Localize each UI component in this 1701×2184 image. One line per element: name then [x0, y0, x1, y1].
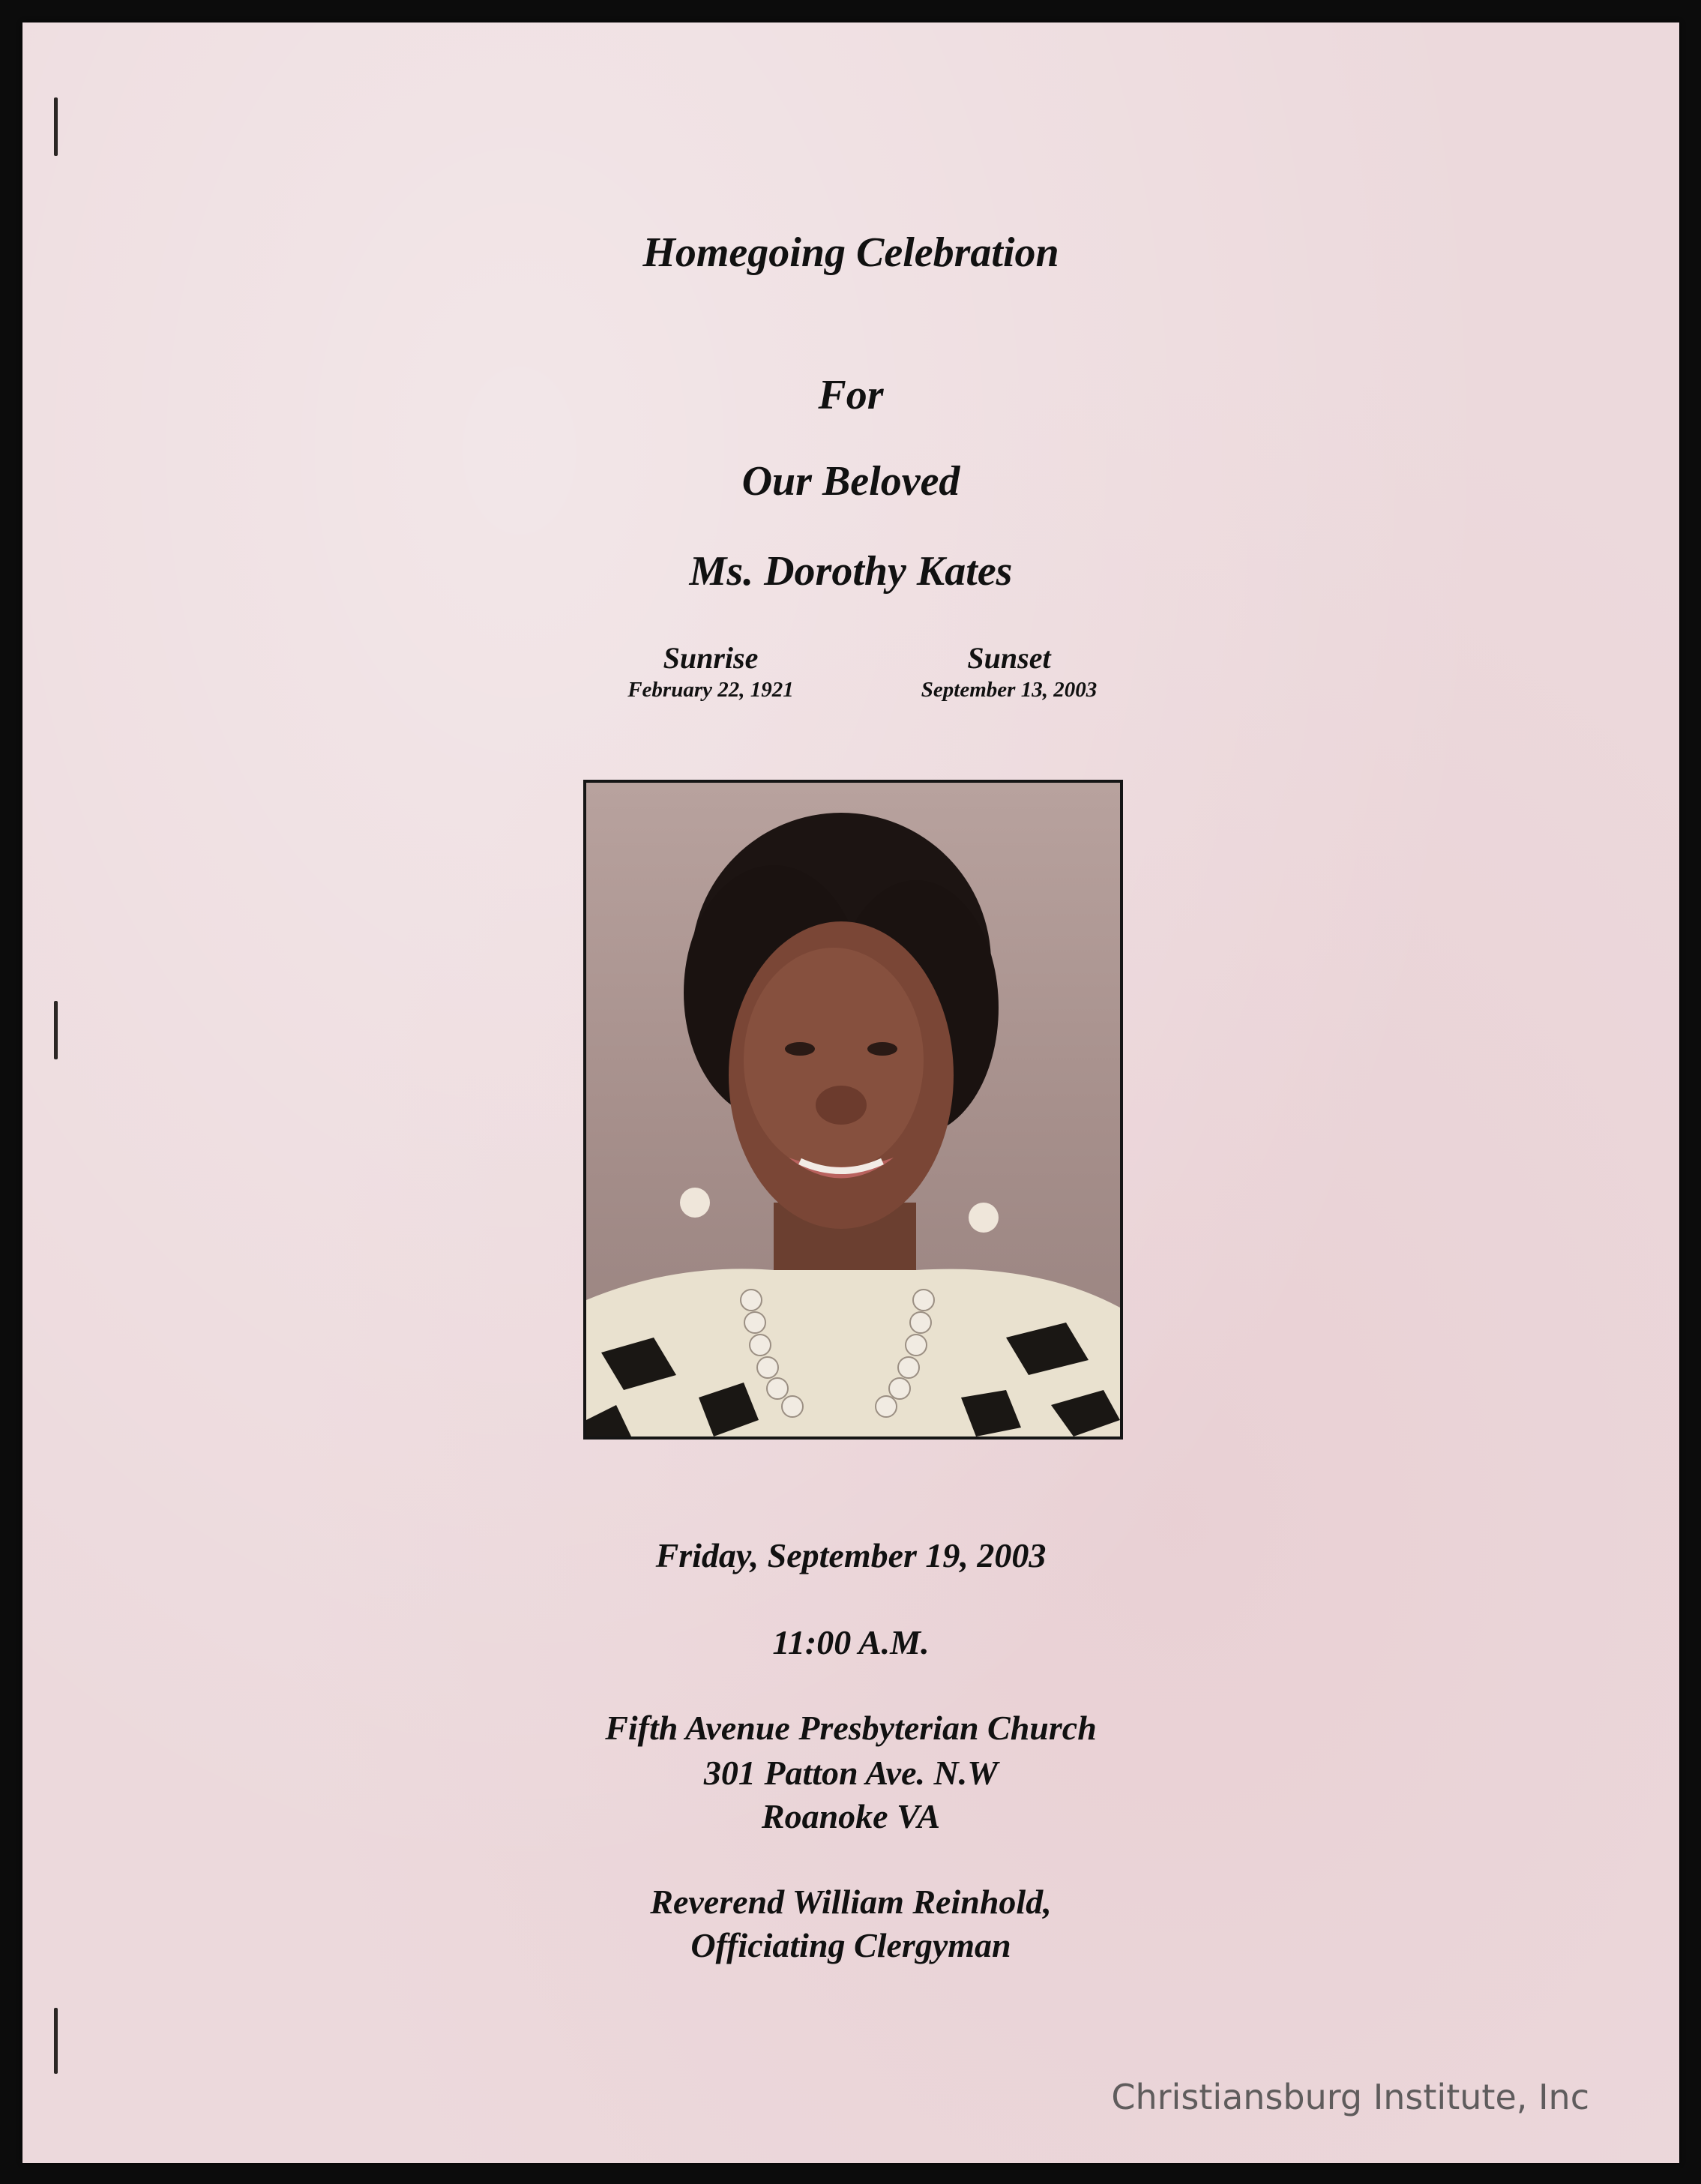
sunrise-block: [561, 640, 861, 703]
sunset-date: September 13, 2003: [921, 678, 1098, 702]
program-page: [22, 22, 1679, 2163]
program-for: For: [818, 372, 884, 418]
officiant-role: Officiating Clergyman: [690, 1926, 1011, 1964]
officiant-name: Reverend William Reinhold,: [650, 1883, 1052, 1921]
church-city: Roanoke VA: [761, 1797, 941, 1835]
deceased-name: Ms. Dorothy Kates: [689, 548, 1013, 595]
sunrise-label: Sunrise: [663, 641, 759, 675]
staple-top: [54, 97, 58, 156]
program-beloved: Our Beloved: [741, 458, 960, 505]
sunrise-date: February 22, 1921: [627, 678, 794, 702]
staple-middle: [54, 1001, 58, 1059]
portrait-photo: [583, 780, 1123, 1440]
church-address: 301 Patton Ave. N.W: [703, 1754, 999, 1792]
service-date: Friday, September 19, 2003: [655, 1536, 1047, 1574]
program-heading: Homegoing Celebration: [642, 229, 1059, 276]
church-name: Fifth Avenue Presbyterian Church: [605, 1709, 1097, 1747]
archive-watermark: Christiansburg Institute, Inc: [1111, 2077, 1589, 2117]
service-time: 11:00 A.M.: [772, 1623, 930, 1661]
sunset-label: Sunset: [967, 641, 1051, 675]
sunset-block: [859, 640, 1159, 703]
staple-bottom: [54, 2008, 58, 2074]
